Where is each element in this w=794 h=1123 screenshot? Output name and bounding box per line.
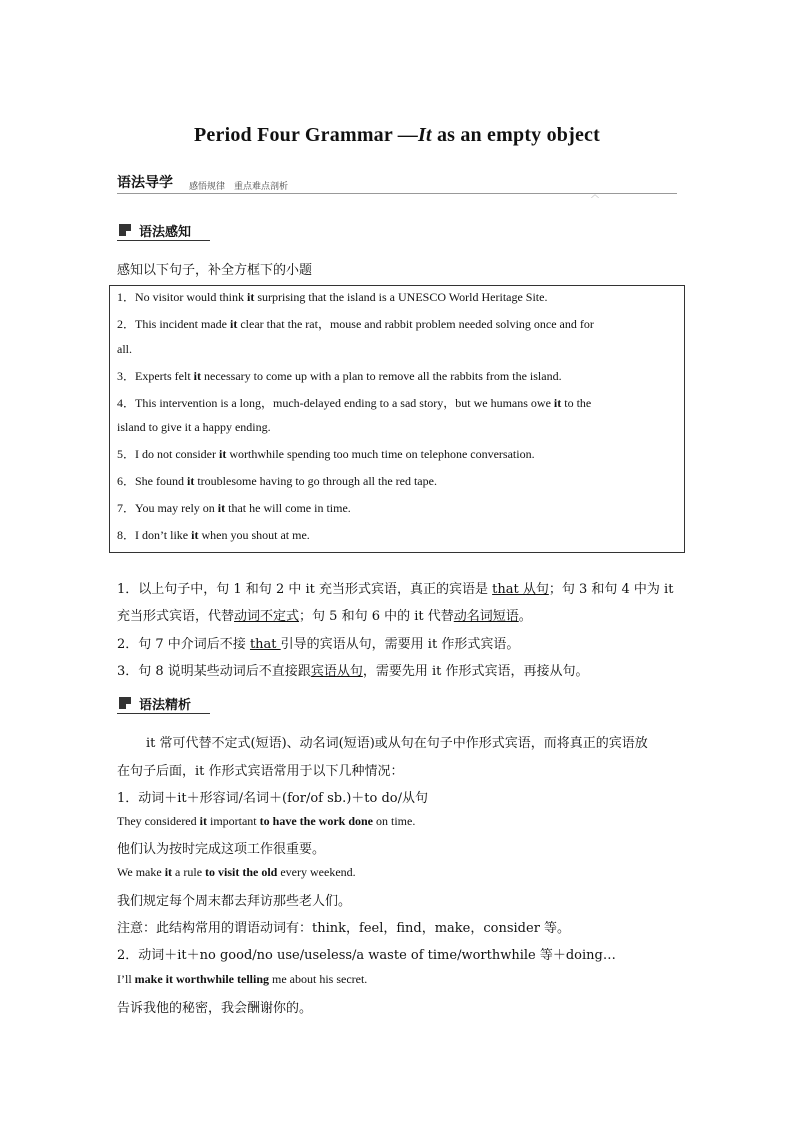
example-sentences-box <box>109 285 685 553</box>
example-3-translation: 告诉我他的秘密，我会酬谢你的。 <box>117 1001 313 1016</box>
section-heading-perception <box>117 219 212 241</box>
box-line: 8．I don’t like it when you shout at me. <box>117 528 310 542</box>
instruction: 感知以下句子，补全方框下的小题 <box>117 263 313 278</box>
box-line: 3．Experts felt it necessary to come up with a plan to remove all the rabbits from the island. <box>117 369 562 383</box>
box-line: all. <box>117 342 132 356</box>
box-line: 2．This incident made it clear that the rat，mouse and rabbit problem needed solving once and for <box>117 317 594 331</box>
banner-title: 语法导学 <box>117 175 173 191</box>
example-1: They considered it important to have the work done on time. <box>117 814 416 828</box>
box-line: 4．This intervention is a long，much-delayed ending to a sad story，but we humans owe it to the <box>117 396 592 410</box>
answer-line-2: 2．句 7 中介词后不接 that 引导的宾语从句，需要用 it 作形式宾语。 <box>117 637 520 652</box>
section-label: 语法感知 <box>139 225 192 240</box>
title-prefix: Period Four Grammar — <box>194 124 418 146</box>
section-heading-analysis <box>117 692 212 714</box>
rule-2: 2．动词＋it＋no good/no use/useless/a waste of time/worthwhile 等＋doing… <box>117 948 616 963</box>
banner-subtitle: 感悟规律 重点难点剖析 <box>189 182 289 192</box>
title-it: It <box>418 124 432 146</box>
section-underline <box>117 240 210 241</box>
section-label: 语法精析 <box>139 698 192 713</box>
example-2: We make it a rule to visit the old every weekend. <box>117 865 356 879</box>
square-bullet-icon <box>119 224 131 236</box>
section-underline <box>117 713 210 714</box>
box-line: 5．I do not consider it worthwhile spending too much time on telephone conversation. <box>117 447 535 461</box>
answer-line-3: 3．句 8 说明某些动词后不直接跟宾语从句，需要先用 it 作形式宾语，再接从句。 <box>117 664 589 679</box>
box-line: 6．She found it troublesome having to go through all the red tape. <box>117 474 437 488</box>
example-1-translation: 他们认为按时完成这项工作很重要。 <box>117 842 326 857</box>
answer-line-1b: 充当形式宾语，代替动词不定式；句 5 和句 6 中的 it 代替动名词短语。 <box>117 609 532 624</box>
section-banner <box>117 170 677 198</box>
box-line: 7．You may rely on it that he will come in time. <box>117 501 351 515</box>
page-title <box>0 124 794 147</box>
banner-notch-icon: ︿ <box>591 190 599 199</box>
example-2-translation: 我们规定每个周末都去拜访那些老人们。 <box>117 894 352 909</box>
title-suffix: as an empty object <box>431 124 600 146</box>
answer-line-1: 1．以上句子中，句 1 和句 2 中 it 充当形式宾语，真正的宾语是 that 从句；句 3 和句 4 中为 it <box>117 582 674 597</box>
box-line: island to give it a happy ending. <box>117 420 271 434</box>
note: 注意：此结构常用的谓语动词有：think，feel，find，make，consider 等。 <box>117 921 571 936</box>
square-bullet-icon <box>119 697 131 709</box>
example-3: I’ll make it worthwhile telling me about his secret. <box>117 972 368 986</box>
analysis-paragraph-line: 在句子后面，it 作形式宾语常用于以下几种情况： <box>117 764 404 779</box>
analysis-paragraph-line: it 常可代替不定式(短语)、动名词(短语)或从句在句子中作形式宾语，而将真正的宾语放 <box>146 736 648 751</box>
box-line: 1．No visitor would think it surprising that the island is a UNESCO World Heritage Site. <box>117 290 548 304</box>
rule-1: 1．动词＋it＋形容词/名词＋(for/of sb.)＋to do/从句 <box>117 791 429 806</box>
